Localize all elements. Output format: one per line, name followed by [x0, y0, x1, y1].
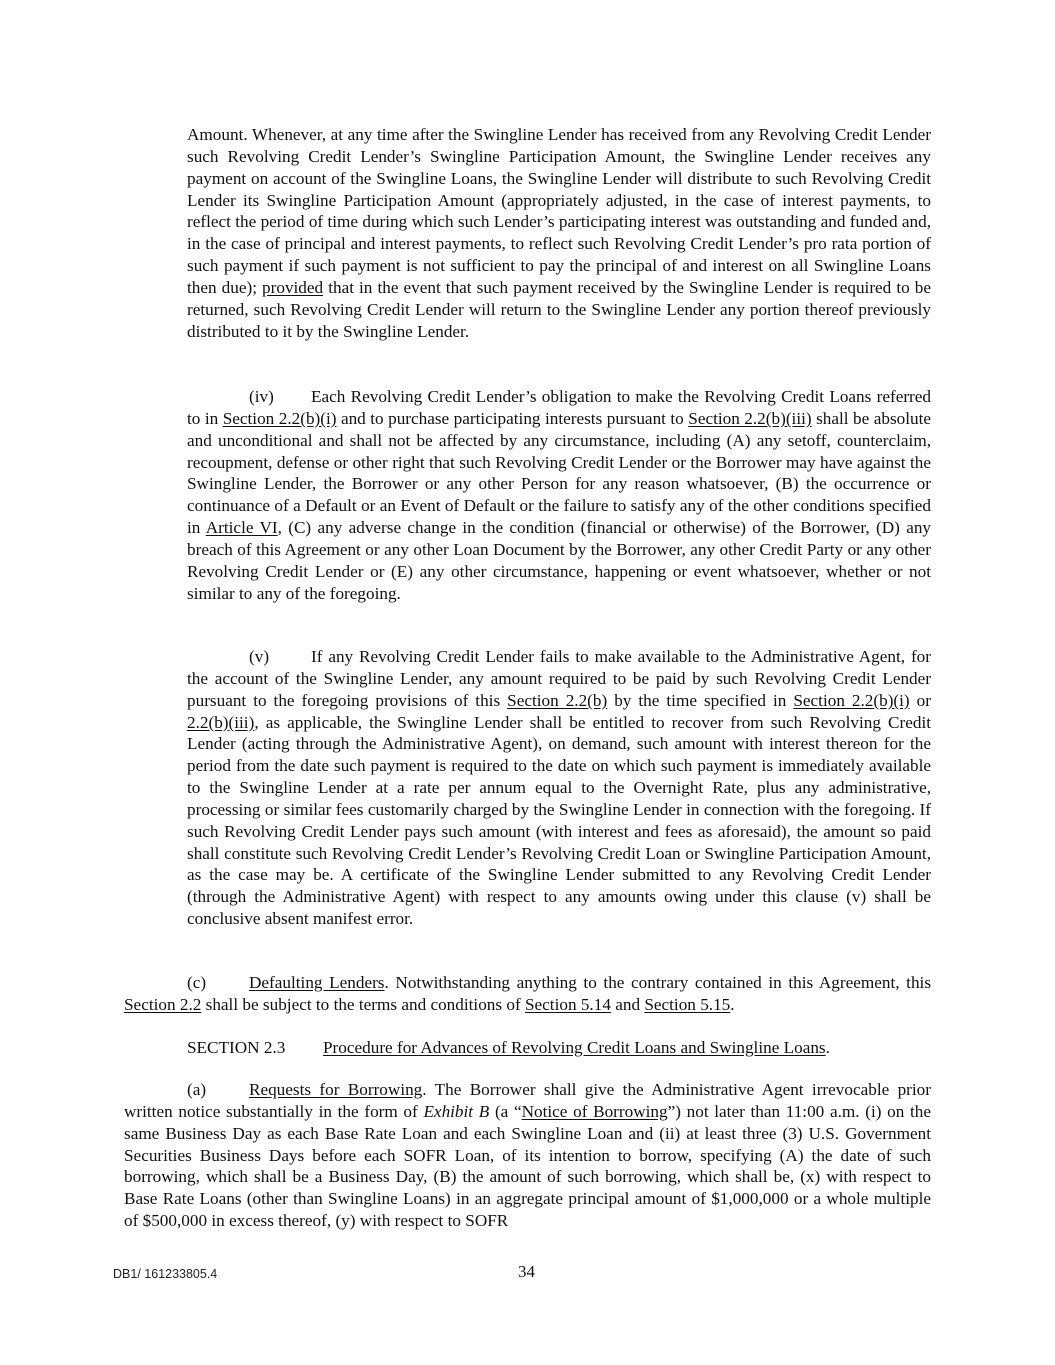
- clause-heading: Defaulting Lenders: [249, 973, 385, 992]
- text: and: [610, 994, 645, 1014]
- text: that in the event that such payment received by the Swingline Lender is required to be returned, such Revolving Credit Lender will return to the Swingline Lender any portion thereof previously distributed to it by the Swingline Lender.: [187, 277, 931, 341]
- clause-heading: Requests for Borrowing: [249, 1080, 423, 1099]
- cross-reference: 2.2(b)(iii): [187, 712, 255, 732]
- clause-number: (a): [187, 1080, 207, 1099]
- cross-reference: Section 2.2(b)(iii): [688, 408, 812, 428]
- exhibit-reference: Exhibit B: [423, 1101, 490, 1121]
- paragraph-swingline-distribution: [187, 124, 931, 342]
- cross-reference: Article VI: [205, 518, 278, 538]
- text: . Notwithstanding anything to the contrary contained in this Agreement, this: [384, 973, 932, 992]
- clause-number: (c): [187, 973, 207, 992]
- text: , as applicable, the Swingline Lender shall be entitled to recover from such Revolving Credit Lender (acting through the Administrative Agent), on demand, such amount with interest thereon for the period from the date such payment is required to the date on which such payment is immediately available to the Swingline Lender at a rate per annum equal to the Overnight Rate, plus any administrative, processing or similar fees customarily charged by the Swingline Lender in connection with the foregoing. If such Revolving Credit Lender pays such amount (with interest and fees as aforesaid), the amount so paid shall constitute such Revolving Credit Lender’s Revolving Credit Loan or Swingline Participation Amount, as the case may be. A certificate of the Swingline Lender submitted to any Revolving Credit Lender (through the Administrative Agent) with respect to any amounts owing under this clause (v) shall be conclusive absent manifest error.: [187, 712, 931, 929]
- clause-number: (v): [249, 647, 270, 666]
- paragraph-a-requests-for-borrowing: [124, 1079, 931, 1232]
- document-id: DB1/ 161233805.4: [113, 1267, 218, 1281]
- text: or: [909, 690, 931, 710]
- paragraph-c-defaulting-lenders: [124, 972, 931, 1016]
- text: Amount. Whenever, at any time after the Swingline Lender has received from any Revolving Credit Lender such Revolving Credit Lender’s Swingline Participation Amount, the Swingline Lender receives any payment on account of the Swingline Loans, the Swingline Lender will distribute to such Revolving Credit Lender its Swingline Participation Amount (appropriately adjusted, in the case of interest payments, to reflect the period of time during which such Lender’s participating interest was outstanding and funded and, in the case of principal and interest payments, to reflect such Revolving Credit Lender’s pro rata portion of such payment if such payment is not sufficient to pay the principal of and interest on all Swingline Loans then due);: [187, 125, 931, 297]
- cross-reference: Section 5.15: [644, 994, 731, 1014]
- text: .: [825, 1038, 830, 1057]
- paragraph-v: [187, 646, 931, 930]
- text: If any Revolving Credit Lender fails to make available to the Administrative Agent, for the account of the Swingline Lender, any amount required to be paid by such Revolving Credit Lender pursuant to the foregoing provisions of this: [187, 647, 931, 710]
- section-title: Procedure for Advances of Revolving Credit Loans and Swingline Loans: [323, 1038, 826, 1057]
- text: (a “: [489, 1101, 522, 1121]
- text: by the time specified in: [607, 690, 794, 710]
- text: . The Borrower shall give the Administrative Agent irrevocable prior written notice substantially in the form of: [124, 1080, 931, 1121]
- text: and to purchase participating interests pursuant to: [336, 408, 689, 428]
- text: shall be subject to the terms and conditions of: [201, 994, 525, 1014]
- clause-number: (iv): [249, 387, 274, 406]
- cross-reference: Section 2.2(b): [507, 690, 608, 710]
- section-heading-2-3: [124, 1037, 931, 1059]
- cross-reference: Section 2.2: [124, 994, 202, 1014]
- text: , (C) any adverse change in the condition (financial or otherwise) of the Borrower, (D) any breach of this Agreement or any other Loan Document by the Borrower, any other Credit Party or any other Revolving Credit Lender or (E) any other circumstance, happening or event whatsoever, whether or not similar to any of the foregoing.: [187, 518, 932, 603]
- provided-term: provided: [262, 277, 324, 297]
- paragraph-iv: [187, 386, 931, 604]
- section-number: SECTION 2.3: [187, 1038, 286, 1057]
- text: ”) not later than 11:00 a.m. (i) on the same Business Day as each Base Rate Loan and each Swingline Loan and (ii) at least three (3) U.S. Government Securities Business Days before each SOFR Loan, of its intention to borrow, specifying (A) the date of such borrowing, which shall be a Business Day, (B) the amount of such borrowing, which shall be, (x) with respect to Base Rate Loans (other than Swingline Loans) in an aggregate principal amount of $1,000,000 or a whole multiple of $500,000 in excess thereof, (y) with respect to SOFR: [124, 1101, 931, 1231]
- page-number: 34: [518, 1262, 535, 1281]
- cross-reference: Section 2.2(b)(i): [222, 408, 337, 428]
- text: shall be absolute and unconditional and shall not be affected by any circumstance, including (A) any setoff, counterclaim, recoupment, defense or other right that such Revolving Credit Lender or the Borrower may have against the Swingline Lender, the Borrower or any other Person for any reason whatsoever, (B) the occurrence or continuance of a Default or an Event of Default or the failure to satisfy any of the other conditions specified in: [187, 408, 931, 538]
- text: Each Revolving Credit Lender’s obligation to make the Revolving Credit Loans referred to in: [187, 387, 931, 428]
- cross-reference: Section 2.2(b)(i): [793, 690, 910, 710]
- defined-term: Notice of Borrowing: [521, 1101, 668, 1121]
- text: .: [730, 994, 735, 1014]
- cross-reference: Section 5.14: [524, 994, 611, 1014]
